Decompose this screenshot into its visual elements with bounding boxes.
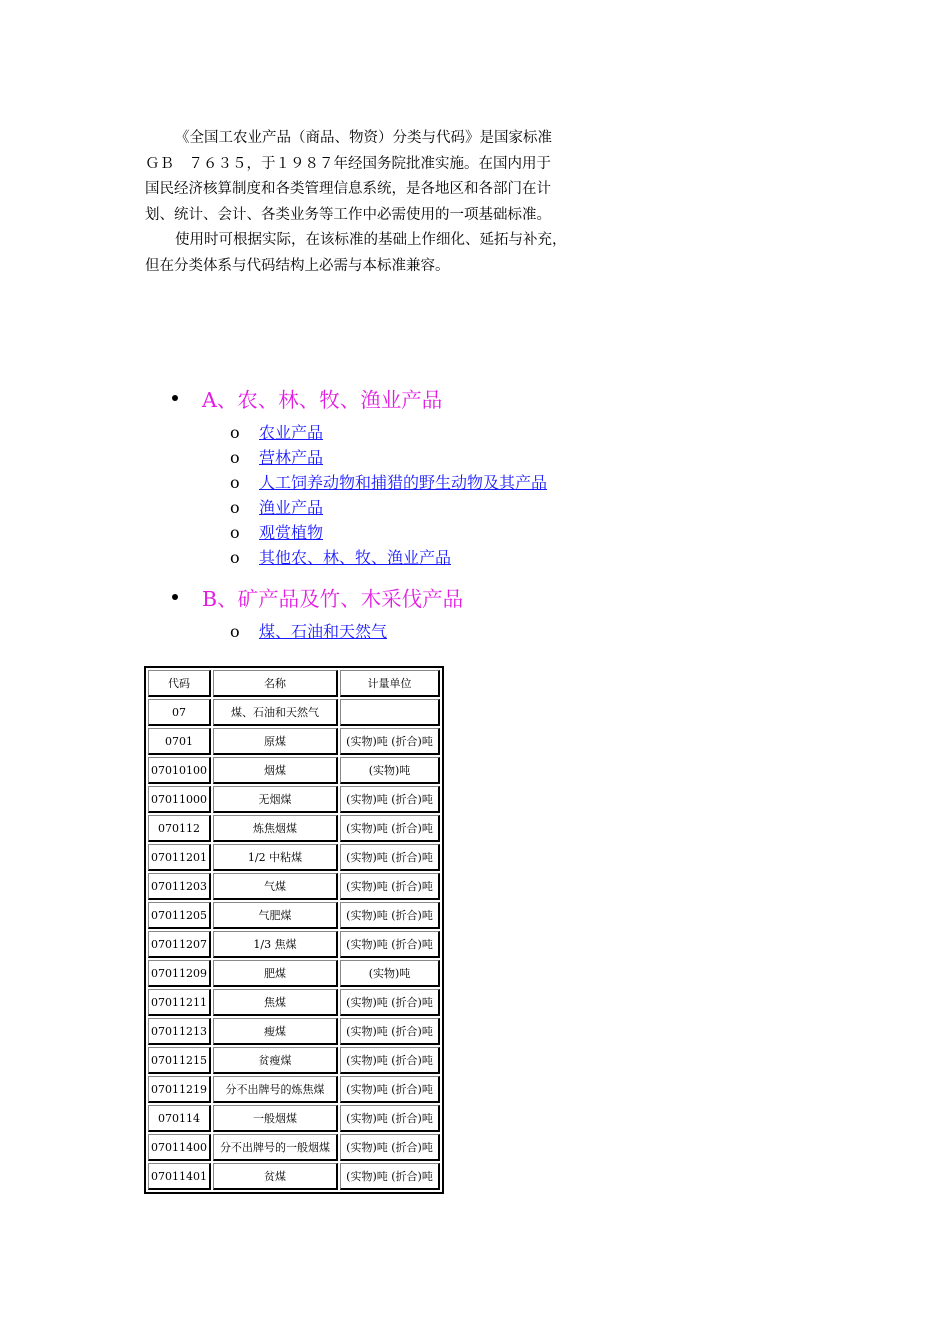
circle-marker-icon: o [230, 498, 240, 517]
intro-line: 《全国工农业产品（商品、物资）分类与代码》是国家标准 [175, 130, 552, 146]
list-item[interactable] [230, 523, 323, 543]
table-row [148, 757, 440, 784]
cell-code: 07011205 [148, 902, 211, 929]
cell-unit [340, 699, 440, 726]
table-row [148, 931, 440, 958]
list-item[interactable] [230, 473, 547, 493]
intro-text [145, 126, 615, 279]
cell-code: 0701 [148, 728, 211, 755]
cell-code: 07011211 [148, 989, 211, 1016]
cell-unit: (实物)吨 (折合)吨 [340, 728, 440, 755]
table-row [148, 873, 440, 900]
cell-code: 07011219 [148, 1076, 211, 1103]
cell-name: 焦煤 [213, 989, 338, 1016]
cell-code: 07011209 [148, 960, 211, 987]
circle-marker-icon: o [230, 622, 240, 641]
table-row [148, 1134, 440, 1161]
cell-code: 070112 [148, 815, 211, 842]
table-row [148, 1076, 440, 1103]
cell-unit: (实物)吨 (折合)吨 [340, 786, 440, 813]
cell-unit: (实物)吨 (折合)吨 [340, 1105, 440, 1132]
cell-code: 070114 [148, 1105, 211, 1132]
cell-unit: (实物)吨 [340, 757, 440, 784]
table-row [148, 1018, 440, 1045]
cell-name: 气煤 [213, 873, 338, 900]
cell-name: 1/3 焦煤 [213, 931, 338, 958]
cell-unit: (实物)吨 (折合)吨 [340, 989, 440, 1016]
header-code: 代码 [148, 670, 211, 697]
intro-line: ＧＢ ７６３５，于１９８７年经国务院批准实施。在国内用于 [145, 155, 551, 172]
category-link[interactable]: 观赏植物 [259, 523, 324, 542]
circle-marker-icon: o [230, 523, 240, 542]
cell-unit: (实物)吨 [340, 960, 440, 987]
cell-name: 贫煤 [213, 1163, 338, 1190]
coal-code-table [144, 666, 444, 1194]
cell-name: 原煤 [213, 728, 338, 755]
table-row [148, 902, 440, 929]
cell-unit: (实物)吨 (折合)吨 [340, 902, 440, 929]
table-row [148, 815, 440, 842]
circle-marker-icon: o [230, 448, 240, 467]
intro-line: 国民经济核算制度和各类管理信息系统，是各地区和各部门在计 [145, 181, 551, 197]
cell-code: 07011201 [148, 844, 211, 871]
list-item[interactable] [230, 622, 387, 642]
cell-unit: (实物)吨 (折合)吨 [340, 815, 440, 842]
cell-unit: (实物)吨 (折合)吨 [340, 1018, 440, 1045]
cell-name: 1/2 中粘煤 [213, 844, 338, 871]
cell-code: 07011213 [148, 1018, 211, 1045]
header-unit: 计量单位 [340, 670, 440, 697]
cell-code: 07011400 [148, 1134, 211, 1161]
cell-code: 07011401 [148, 1163, 211, 1190]
list-item[interactable] [230, 498, 323, 518]
cell-unit: (实物)吨 (折合)吨 [340, 873, 440, 900]
list-item[interactable] [230, 423, 323, 443]
cell-unit: (实物)吨 (折合)吨 [340, 844, 440, 871]
intro-line: 划、统计、会计、各类业务等工作中必需使用的一项基础标准。 [145, 206, 551, 223]
cell-name: 气肥煤 [213, 902, 338, 929]
category-link[interactable]: 营林产品 [259, 448, 324, 467]
intro-line: 但在分类体系与代码结构上必需与本标准兼容。 [145, 257, 450, 274]
circle-marker-icon: o [230, 423, 240, 442]
category-link[interactable]: 农业产品 [259, 423, 324, 442]
cell-unit: (实物)吨 (折合)吨 [340, 1076, 440, 1103]
category-link[interactable]: 其他农、林、牧、渔业产品 [259, 548, 452, 567]
list-item[interactable] [230, 548, 451, 568]
table-row [148, 960, 440, 987]
cell-name: 分不出牌号的一般烟煤 [213, 1134, 338, 1161]
cell-name: 贫瘦煤 [213, 1047, 338, 1074]
cell-name: 瘦煤 [213, 1018, 338, 1045]
table-row [148, 1047, 440, 1074]
cell-name: 一般烟煤 [213, 1105, 338, 1132]
cell-unit: (实物)吨 (折合)吨 [340, 1163, 440, 1190]
cell-code: 07011203 [148, 873, 211, 900]
cell-code: 07011207 [148, 931, 211, 958]
bullet-icon [172, 395, 178, 401]
cell-name: 煤、石油和天然气 [213, 699, 338, 726]
table-row [148, 989, 440, 1016]
cell-code: 07010100 [148, 757, 211, 784]
cell-code: 07011215 [148, 1047, 211, 1074]
section-title-a: A、农、林、牧、渔业产品 [202, 388, 443, 412]
cell-name: 分不出牌号的炼焦煤 [213, 1076, 338, 1103]
cell-name: 炼焦烟煤 [213, 815, 338, 842]
category-link[interactable]: 渔业产品 [259, 498, 324, 517]
cell-unit: (实物)吨 (折合)吨 [340, 1134, 440, 1161]
section-title-b: B、矿产品及竹、木采伐产品 [202, 587, 464, 611]
list-item[interactable] [230, 448, 323, 468]
table-row [148, 844, 440, 871]
table-row [148, 786, 440, 813]
cell-code: 07 [148, 699, 211, 726]
intro-line: 使用时可根据实际，在该标准的基础上作细化、延拓与补充， [175, 232, 567, 248]
table-row [148, 1105, 440, 1132]
table-header-row [148, 670, 440, 697]
category-link[interactable]: 煤、石油和天然气 [259, 622, 388, 641]
cell-name: 肥煤 [213, 960, 338, 987]
table-row [148, 699, 440, 726]
header-name: 名称 [213, 670, 338, 697]
table-row [148, 1163, 440, 1190]
circle-marker-icon: o [230, 473, 240, 492]
cell-name: 烟煤 [213, 757, 338, 784]
cell-name: 无烟煤 [213, 786, 338, 813]
cell-unit: (实物)吨 (折合)吨 [340, 1047, 440, 1074]
cell-unit: (实物)吨 (折合)吨 [340, 931, 440, 958]
circle-marker-icon: o [230, 548, 240, 567]
cell-code: 07011000 [148, 786, 211, 813]
category-link[interactable]: 人工饲养动物和捕猎的野生动物及其产品 [259, 473, 548, 492]
table-row [148, 728, 440, 755]
bullet-icon [172, 594, 178, 600]
